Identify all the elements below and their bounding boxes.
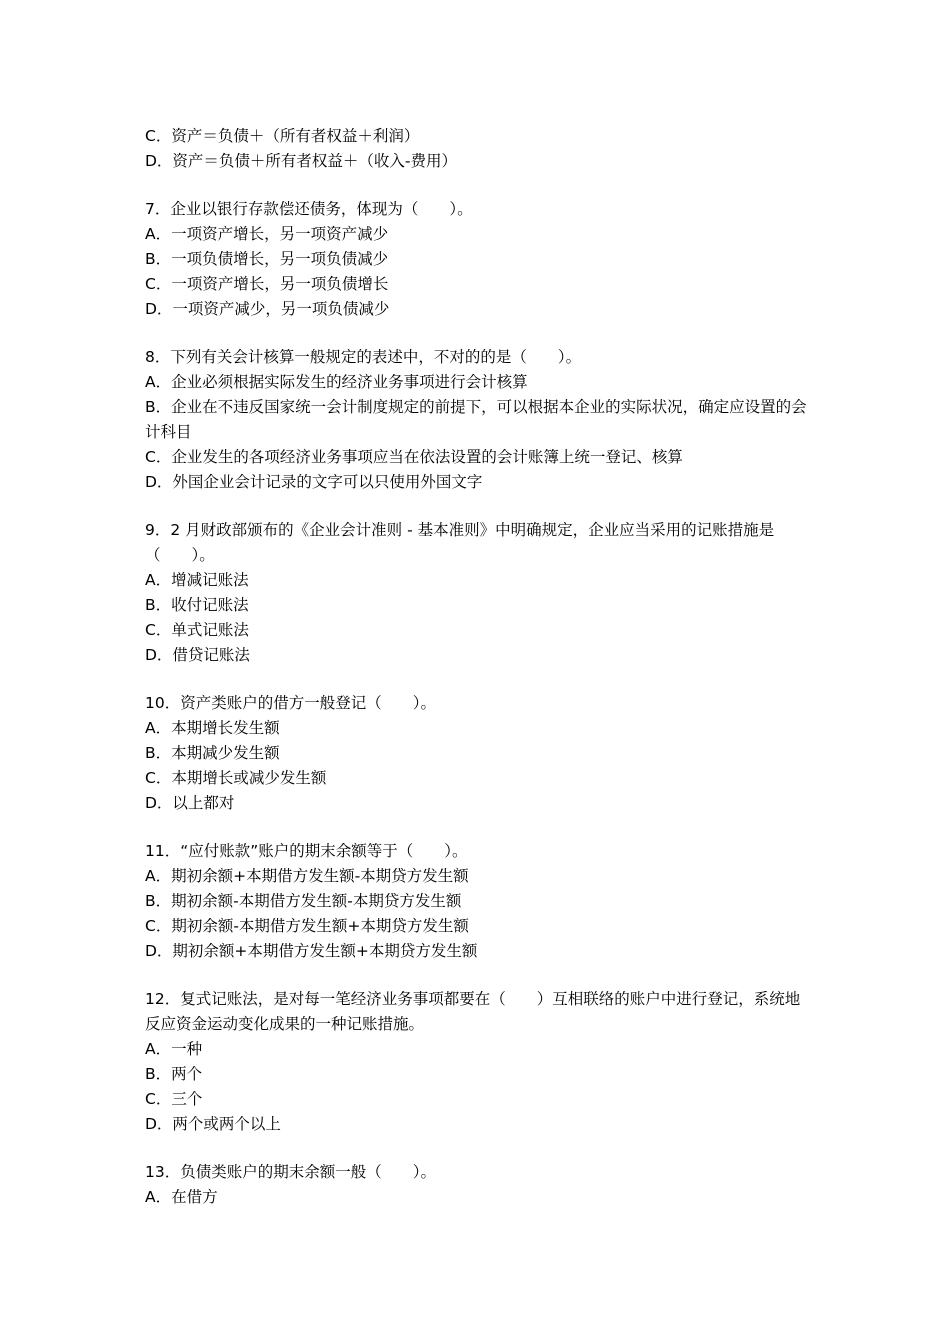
question-10 (145, 691, 815, 816)
option-b: B．一项负债增长，另一项负债减少 (145, 250, 389, 268)
question-stem: 11．“应付账款”账户的期末余额等于（ ）。 (145, 842, 468, 860)
question-8 (145, 345, 815, 495)
option-c: C．三个 (145, 1090, 203, 1108)
question-6-continued (145, 124, 815, 174)
option-d: D．两个或两个以上 (145, 1115, 281, 1133)
option-a: A．企业必须根据实际发生的经济业务事项进行会计核算 (145, 373, 528, 391)
question-11 (145, 839, 815, 964)
option-b: B．期初余额-本期借方发生额-本期贷方发生额 (145, 892, 462, 910)
document-page (145, 124, 815, 1210)
option-c: C．一项资产增长，另一项负债增长 (145, 275, 389, 293)
question-stem: 8．下列有关会计核算一般规定的表述中，不对的的是（ ）。 (145, 348, 582, 366)
option-c: C．企业发生的各项经济业务事项应当在依法设置的会计账簿上统一登记、核算 (145, 448, 683, 466)
question-9 (145, 518, 815, 668)
question-stem: 10．资产类账户的借方一般登记（ ）。 (145, 694, 436, 712)
option-d: D．借贷记账法 (145, 646, 250, 664)
option-d: D．期初余额+本期借方发生额+本期贷方发生额 (145, 942, 478, 960)
question-stem: 12．复式记账法，是对每一笔经济业务事项都要在（ ）互相联络的账户中进行登记，系统地反应资金运动变化成果的一种记账措施。 (145, 990, 801, 1033)
question-stem: 7．企业以银行存款偿还债务，体现为（ ）。 (145, 200, 473, 218)
option-d: D．一项资产减少，另一项负债减少 (145, 300, 390, 318)
option-d: D．外国企业会计记录的文字可以只使用外国文字 (145, 473, 483, 491)
option-c: C．期初余额-本期借方发生额+本期贷方发生额 (145, 917, 469, 935)
option-d: D．以上都对 (145, 794, 235, 812)
option-a: A．在借方 (145, 1188, 218, 1206)
option-c: C．本期增长或减少发生额 (145, 769, 327, 787)
question-12 (145, 987, 815, 1137)
option-b: B．本期减少发生额 (145, 744, 280, 762)
option-a: A．本期增长发生额 (145, 719, 280, 737)
option-a: A．增减记账法 (145, 571, 249, 589)
question-stem: 13．负债类账户的期末余额一般（ ）。 (145, 1163, 436, 1181)
option-a: A．一种 (145, 1040, 203, 1058)
question-13 (145, 1160, 815, 1210)
option-a: A．期初余额+本期借方发生额-本期贷方发生额 (145, 867, 469, 885)
question-7 (145, 197, 815, 322)
option-b: B．两个 (145, 1065, 203, 1083)
option-c: C．资产＝负债＋（所有者权益＋利润） (145, 127, 420, 145)
question-stem: 9．2 月财政部颁布的《企业会计准则 - 基本准则》中明确规定，企业应当采用的记账措施是（ ）。 (145, 521, 775, 564)
option-b: B．收付记账法 (145, 596, 249, 614)
option-c: C．单式记账法 (145, 621, 249, 639)
option-a: A．一项资产增长，另一项资产减少 (145, 225, 389, 243)
option-b: B．企业在不违反国家统一会计制度规定的前提下，可以根据本企业的实际状况，确定应设置的会计科目 (145, 398, 807, 441)
option-d: D．资产＝负债＋所有者权益＋（收入-费用） (145, 152, 458, 170)
